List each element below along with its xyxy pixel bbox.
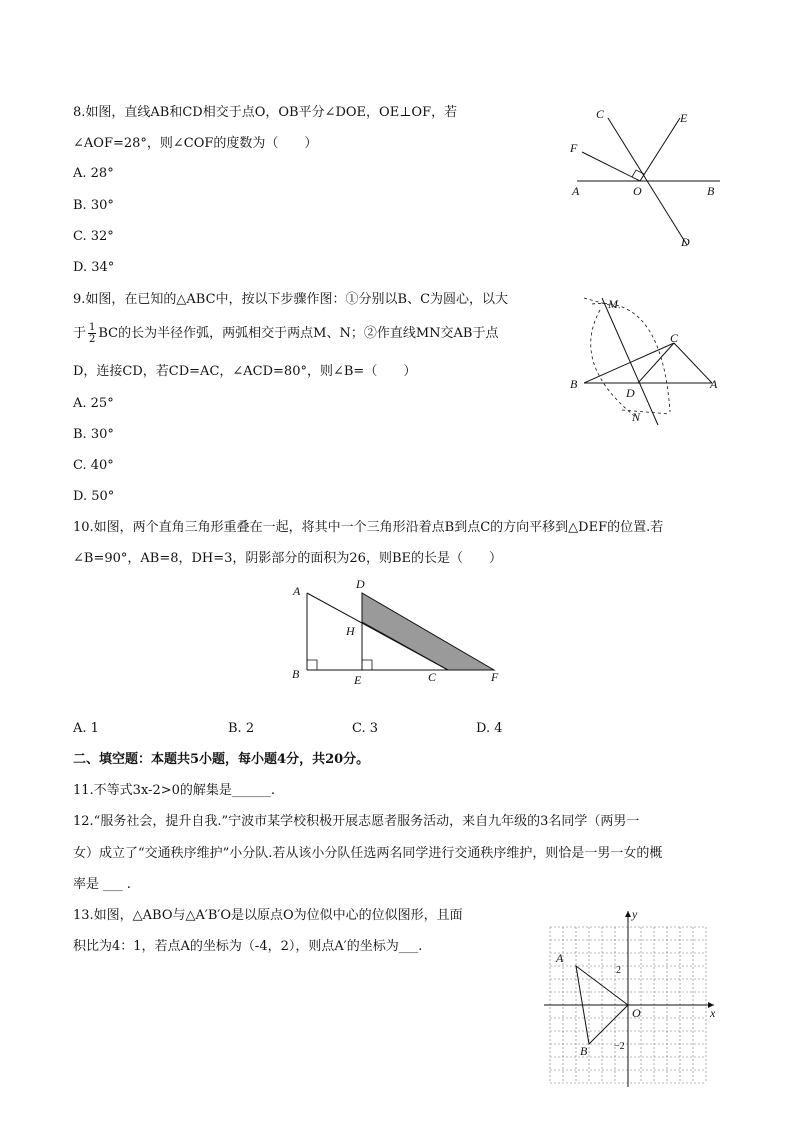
q10-option-a: A. 1 (73, 721, 99, 736)
q13-label-b: B (580, 1044, 588, 1058)
q8-label-f: F (570, 141, 578, 155)
q13-tick-minus-2: −2 (614, 1041, 625, 1052)
q10-label-b: B (292, 667, 300, 681)
q9-label-d: D (626, 386, 635, 400)
q12-stem-line1: 12.“服务社会，提升自我.”宁波市某学校积极开展志愿者服务活动，来自九年级的3名同学（两男一 (73, 814, 640, 829)
q8-label-o: O (633, 184, 642, 198)
q13-label-o: O (632, 1006, 641, 1020)
q9-label-c: C (670, 331, 679, 345)
q8-label-d: D (681, 235, 690, 249)
q9-label-m: M (608, 297, 618, 311)
q9-label-n: N (632, 410, 641, 424)
q9-stem-line2 (73, 322, 498, 345)
q10-stem-line1: 10.如图，两个直角三角形重叠在一起，将其中一个三角形沿着点B到点C的方向平移到△DEF的位置.若 (73, 520, 664, 535)
q9-label-a: A (710, 377, 718, 391)
q9-figure (562, 290, 732, 430)
q9-option-c: C. 40° (73, 458, 114, 473)
q10-label-a: A (293, 584, 301, 598)
q8-option-c: C. 32° (73, 229, 114, 244)
q8-option-d: D. 34° (73, 260, 115, 275)
q10-label-f: F (491, 670, 499, 684)
q8-label-e: E (680, 111, 688, 125)
q12-stem-line2: 女）成立了“交通秩序维护”小分队.若从该小分队任选两名同学进行交通秩序维护，则恰是一男一女的概 (73, 846, 663, 861)
q8-label-a: A (572, 184, 580, 198)
q9-option-d: D. 50° (73, 489, 115, 504)
q8-label-b: B (707, 184, 715, 198)
q10-label-e: E (354, 673, 362, 687)
q10-label-c: C (428, 670, 437, 684)
q9-fraction-numerator: 1 (89, 322, 96, 333)
q9-stem-line2-prefix: 于 (73, 326, 87, 341)
q9-option-b: B. 30° (73, 427, 114, 442)
q13-stem-line2: 积比为4：1，若点A的坐标为（-4，2），则点A′的坐标为___. (73, 939, 423, 954)
q8-option-b: B. 30° (73, 198, 114, 213)
q9-option-a: A. 25° (73, 396, 114, 411)
q10-stem-line2: ∠B=90°，AB=8，DH=3，阴影部分的面积为26，则BE的长是（ ） (73, 551, 502, 566)
q8-stem-line2: ∠AOF=28°，则∠COF的度数为（ ） (73, 136, 318, 151)
q13-coordinate-grid (540, 905, 725, 1090)
q12-stem-line3: 率是 ___ . (73, 877, 131, 892)
q8-option-a: A. 28° (73, 166, 114, 181)
q13-stem-line1: 13.如图，△ABO与△A′B′O是以原点O为位似中心的位似图形，且面 (73, 908, 463, 923)
q10-figure (285, 575, 510, 690)
section-2-title: 二、填空题：本题共5小题，每小题4分，共20分。 (73, 752, 370, 767)
q10-option-c: C. 3 (352, 721, 379, 736)
q11-stem: 11.不等式3x-2>0的解集是______. (73, 783, 276, 798)
q10-label-h: H (346, 624, 355, 638)
q8-stem-line1: 8.如图，直线AB和CD相交于点O，OB平分∠DOE，OE⊥OF，若 (73, 105, 458, 120)
q10-label-d: D (356, 577, 365, 591)
q9-stem-line1: 9.如图，在已知的△ABC中，按以下步骤作图：①分别以B、C为圆心，以大 (73, 292, 509, 307)
q8-label-c: C (596, 107, 605, 121)
q9-stem-line2-rest: BC的长为半径作弧，两弧相交于两点M、N；②作直线MN交AB于点 (98, 326, 499, 341)
q8-figure (560, 100, 730, 260)
q9-fraction (88, 322, 96, 345)
q9-fraction-denominator: 2 (89, 334, 96, 345)
q13-axis-x: x (710, 1006, 716, 1020)
q10-option-b: B. 2 (228, 721, 255, 736)
q13-tick-2: 2 (616, 965, 621, 976)
q13-label-a: A (556, 951, 564, 965)
q9-label-b: B (570, 377, 578, 391)
q9-stem-line3: D，连接CD，若CD=AC，∠ACD=80°，则∠B=（ ） (73, 364, 417, 379)
q10-option-d: D. 4 (476, 721, 503, 736)
q13-axis-y: y (632, 907, 638, 921)
